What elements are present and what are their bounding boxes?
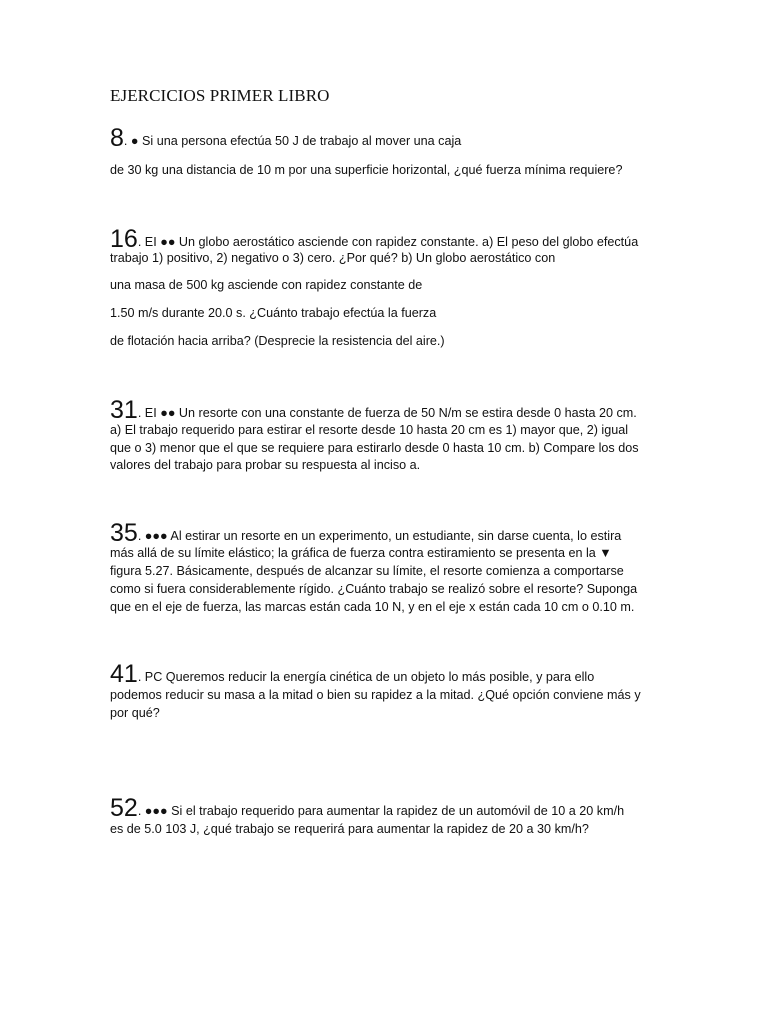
exercise-line: [110, 398, 637, 423]
exercise-text: figura 5.27. Básicamente, después de alcanzar su límite, el resorte comienza a comportarse: [110, 564, 624, 578]
exercise-number: 35: [110, 519, 138, 547]
exercise-line: [110, 662, 594, 687]
exercise-number: 16: [110, 225, 138, 253]
document-title: EJERCICIOS PRIMER LIBRO: [110, 86, 330, 105]
exercise-text: . ●●● Si el trabajo requerido para aumentar la rapidez de un automóvil de 10 a 20 km/h: [137, 804, 625, 818]
exercise-text: trabajo 1) positivo, 2) negativo o 3) cero. ¿Por qué? b) Un globo aerostático con: [110, 251, 556, 265]
exercise-text: a) El trabajo requerido para estirar el resorte desde 10 hasta 20 cm es 1) mayor que, 2) igual: [110, 423, 629, 437]
exercise-text: más allá de su límite elástico; la gráfica de fuerza contra estiramiento se presenta en la ▼: [110, 546, 612, 560]
exercise-line: [110, 227, 638, 252]
exercise-text: una masa de 500 kg asciende con rapidez constante de: [110, 278, 423, 292]
exercise-text: . ● Si una persona efectúa 50 J de trabajo al mover una caja: [123, 134, 462, 148]
exercise-text: de flotación hacia arriba? (Desprecie la resistencia del aire.): [110, 334, 445, 348]
exercise-text: de 30 kg una distancia de 10 m por una superficie horizontal, ¿qué fuerza mínima requiere?: [110, 163, 623, 177]
exercise-text: podemos reducir su masa a la mitad o bien su rapidez a la mitad. ¿Qué opción conviene más y: [110, 688, 641, 702]
exercise-text: como si fuera considerablemente rígido. ¿Cuánto trabajo se realizó sobre el resorte? Suponga: [110, 582, 638, 596]
exercise-line: [110, 796, 624, 821]
exercise-number: 41: [110, 660, 138, 688]
exercise-text: es de 5.0 103 J, ¿qué trabajo se requerirá para aumentar la rapidez de 20 a 30 km/h?: [110, 822, 589, 836]
exercise-text: que o 3) menor que el que se requiere para estirarlo desde 0 hasta 10 cm. b) Compare los dos: [110, 441, 639, 455]
exercise-text: . PC Queremos reducir la energía cinética de un objeto lo más posible, y para ello: [137, 670, 595, 684]
exercise-number: 8: [110, 124, 124, 152]
exercise-line: [110, 126, 461, 151]
exercise-text: por qué?: [110, 706, 160, 720]
exercise-number: 52: [110, 794, 138, 822]
exercise-text: 1.50 m/s durante 20.0 s. ¿Cuánto trabajo efectúa la fuerza: [110, 306, 437, 320]
exercise-text: valores del trabajo para probar su respuesta al inciso a.: [110, 458, 421, 472]
exercise-line: [110, 521, 621, 546]
exercise-text: . EI ●● Un resorte con una constante de fuerza de 50 N/m se estira desde 0 hasta 20 cm.: [137, 406, 637, 420]
exercise-text: . EI ●● Un globo aerostático asciende con rapidez constante. a) El peso del globo efectúa: [137, 235, 639, 249]
exercise-number: 31: [110, 396, 138, 424]
exercise-text: . ●●● Al estirar un resorte en un experimento, un estudiante, sin darse cuenta, lo estira: [137, 529, 622, 543]
exercise-text: que en el eje de fuerza, las marcas están cada 10 N, y en el eje x están cada 10 cm o 0.10 m.: [110, 600, 635, 614]
